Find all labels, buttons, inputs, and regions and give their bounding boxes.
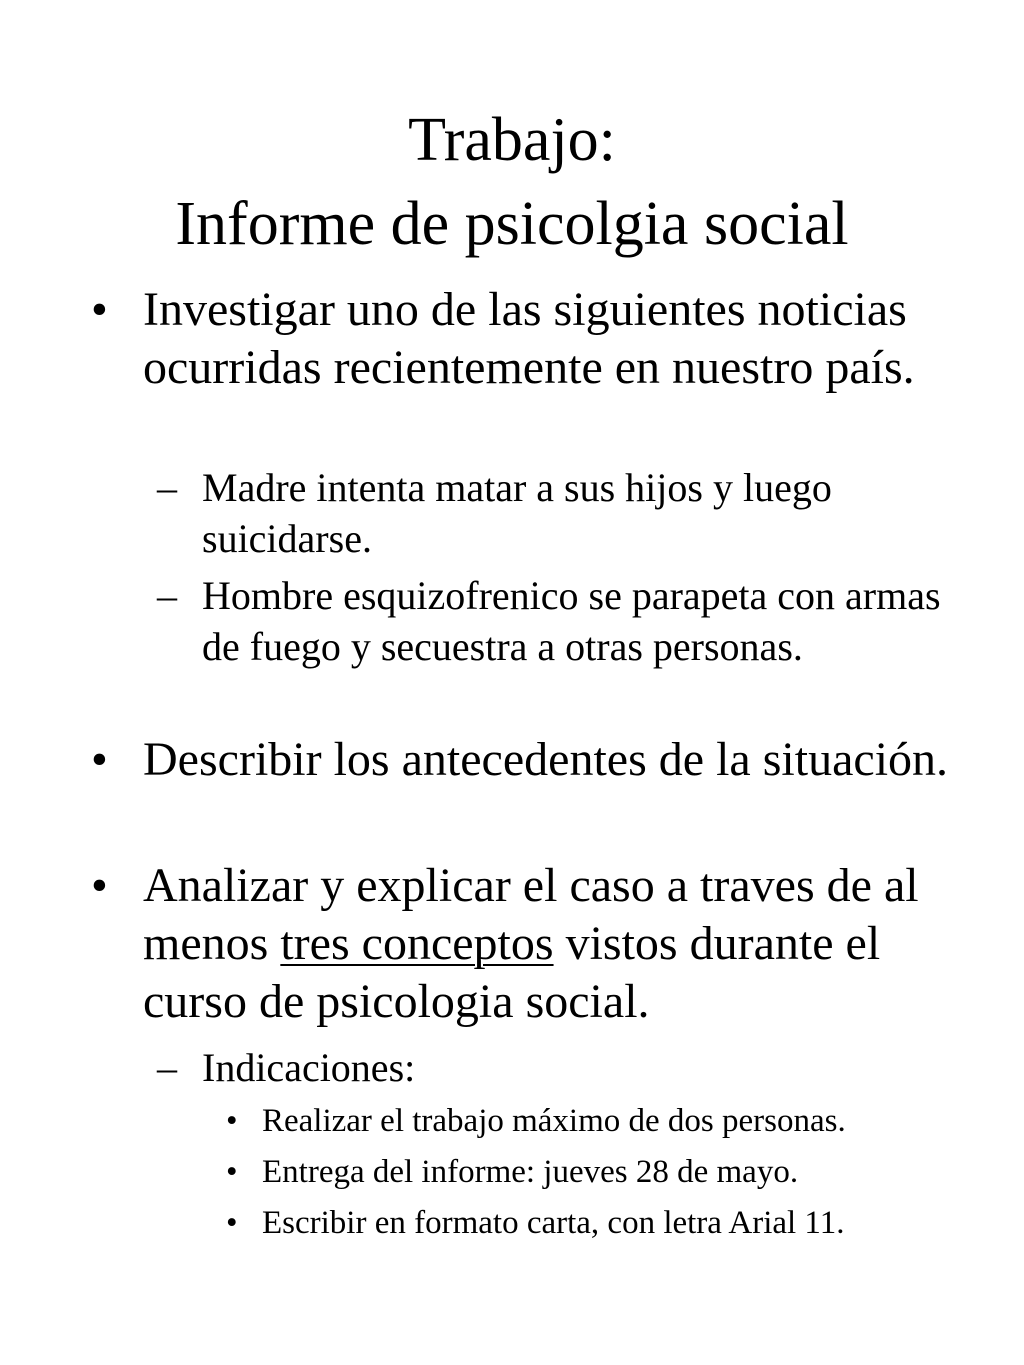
- dash-icon: –: [157, 1045, 177, 1090]
- bullet-text-before: Analizar y explicar el caso a traves de al menos: [143, 859, 919, 970]
- bullet-dot-icon: •: [91, 283, 108, 336]
- sub-sub-bullet-realizar: [226, 1101, 1002, 1141]
- sub-bullet-indicaciones: [157, 1042, 962, 1093]
- sub-bullet-hombre: [157, 570, 962, 672]
- bullet-dot-icon: •: [91, 859, 108, 912]
- sub-sub-bullet-text: Escribir en formato carta, con letra Arial 11.: [262, 1205, 845, 1241]
- title-line-1: Trabajo:: [408, 106, 616, 174]
- sub-bullet-text: Madre intenta matar a sus hijos y luego suicidarse.: [202, 465, 832, 561]
- sub-sub-bullet-escribir: [226, 1203, 1002, 1243]
- dash-icon: –: [157, 573, 177, 618]
- sub-sub-bullet-text: Realizar el trabajo máximo de dos personas.: [262, 1103, 846, 1139]
- bullet-text: Describir los antecedentes de la situación.: [143, 733, 949, 786]
- bullet-item-describir: [91, 731, 963, 789]
- small-bullet-icon: •: [226, 1205, 238, 1241]
- slide-title: [0, 98, 1024, 266]
- sub-bullet-madre: [157, 462, 962, 564]
- title-line-2: Informe de psicolgia social: [175, 190, 849, 258]
- dash-icon: –: [157, 465, 177, 510]
- bullet-item-analizar: [91, 857, 963, 1031]
- bullet-text: Investigar uno de las siguientes noticias ocurridas recientemente en nuestro país.: [143, 283, 915, 394]
- small-bullet-icon: •: [226, 1103, 238, 1139]
- sub-bullet-text: Hombre esquizofrenico se parapeta con armas de fuego y secuestra a otras personas.: [202, 573, 941, 669]
- underlined-phrase: tres conceptos: [280, 917, 554, 970]
- bullet-item-investigar: [91, 281, 963, 397]
- sub-sub-bullet-text: Entrega del informe: jueves 28 de mayo.: [262, 1154, 799, 1190]
- bullet-dot-icon: •: [91, 733, 108, 786]
- bullet-text-after: vistos durante el curso de psicologia social.: [143, 917, 881, 1028]
- small-bullet-icon: •: [226, 1154, 238, 1190]
- sub-sub-bullet-entrega: [226, 1152, 1002, 1192]
- sub-bullet-text: Indicaciones:: [202, 1045, 416, 1090]
